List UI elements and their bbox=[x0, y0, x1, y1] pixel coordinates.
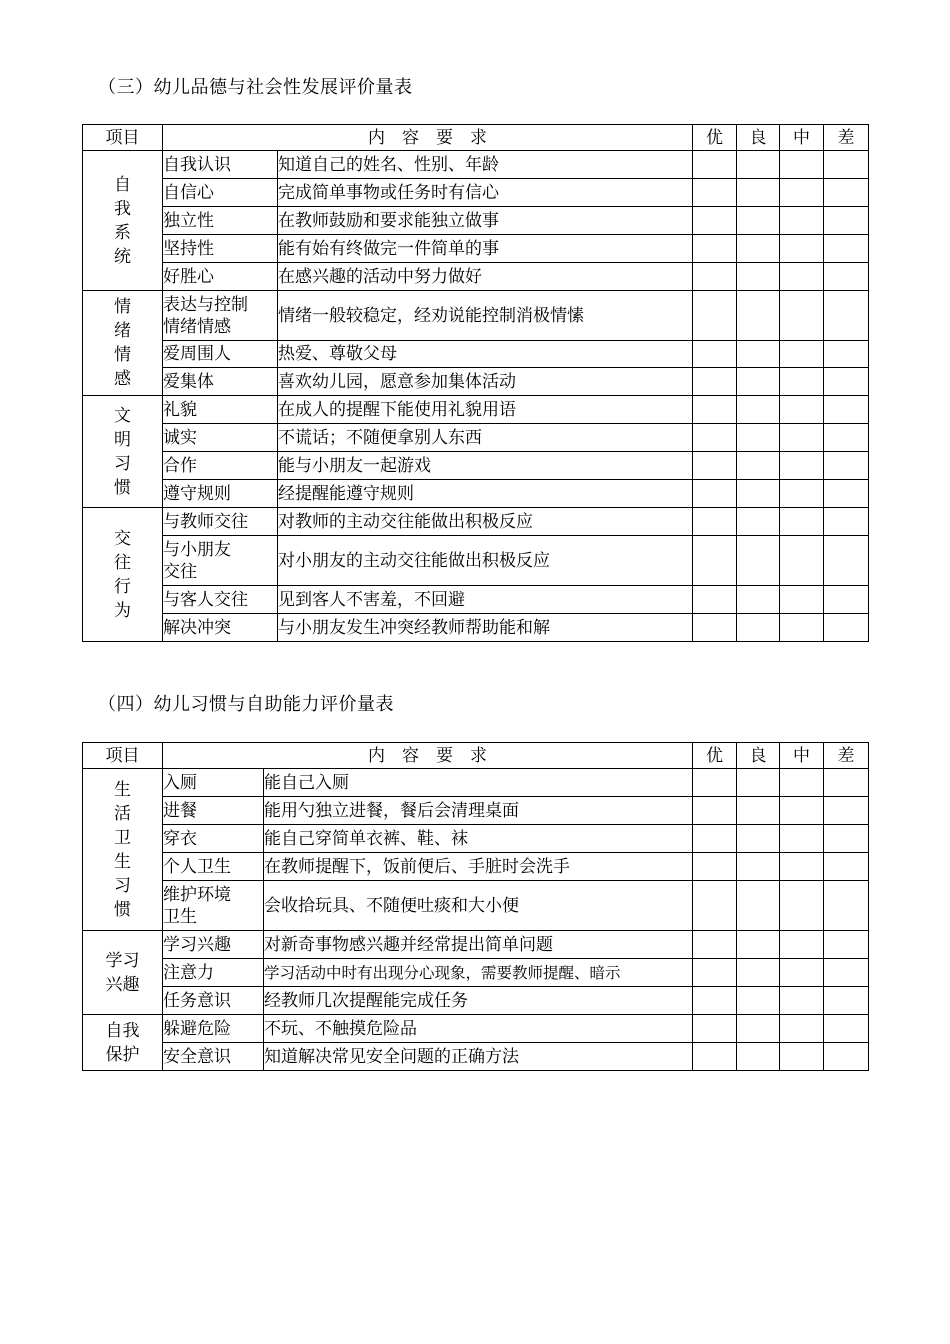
grade-cell-excellent[interactable] bbox=[693, 1043, 737, 1071]
grade-cell-poor[interactable] bbox=[824, 341, 869, 368]
grade-cell-poor[interactable] bbox=[824, 959, 869, 987]
header-grade-excellent: 优 bbox=[693, 125, 737, 151]
item-label: 礼貌 bbox=[163, 396, 278, 424]
table-row bbox=[83, 536, 869, 586]
habits-selfcare-evaluation-table bbox=[82, 742, 869, 1071]
grade-cell-average[interactable] bbox=[780, 151, 824, 179]
category-hygiene-habits: 生 活 卫 生 习 惯 bbox=[83, 769, 163, 931]
item-label: 与客人交往 bbox=[163, 586, 278, 614]
item-label: 爱周围人 bbox=[163, 341, 278, 368]
requirement-text: 在教师鼓励和要求能独立做事 bbox=[278, 207, 693, 235]
category-self-protection: 自我 保护 bbox=[83, 1015, 163, 1071]
grade-cell-average[interactable] bbox=[780, 825, 824, 853]
grade-cell-good[interactable] bbox=[737, 235, 780, 263]
grade-cell-average[interactable] bbox=[780, 614, 824, 642]
grade-cell-average[interactable] bbox=[780, 769, 824, 797]
header-grade-good: 良 bbox=[737, 743, 780, 769]
requirement-text: 在教师提醒下，饭前便后、手脏时会洗手 bbox=[264, 853, 693, 881]
grade-cell-excellent[interactable] bbox=[693, 263, 737, 291]
grade-cell-excellent[interactable] bbox=[693, 151, 737, 179]
grade-cell-good[interactable] bbox=[737, 881, 780, 931]
grade-cell-good[interactable] bbox=[737, 452, 780, 480]
table-row bbox=[83, 825, 869, 853]
grade-cell-excellent[interactable] bbox=[693, 853, 737, 881]
grade-cell-average[interactable] bbox=[780, 797, 824, 825]
item-label: 入厕 bbox=[163, 769, 264, 797]
grade-cell-excellent[interactable] bbox=[693, 291, 737, 341]
grade-cell-average[interactable] bbox=[780, 480, 824, 508]
category-emotion: 情 绪 情 感 bbox=[83, 291, 163, 396]
item-label: 维护环境 卫生 bbox=[163, 881, 264, 931]
category-self-system: 自 我 系 统 bbox=[83, 151, 163, 291]
table-row bbox=[83, 263, 869, 291]
requirement-text: 热爱、尊敬父母 bbox=[278, 341, 693, 368]
moral-social-evaluation-table bbox=[82, 124, 869, 642]
requirement-text: 能用勺独立进餐，餐后会清理桌面 bbox=[264, 797, 693, 825]
grade-cell-good[interactable] bbox=[737, 207, 780, 235]
table-row bbox=[83, 207, 869, 235]
item-label: 与小朋友 交往 bbox=[163, 536, 278, 586]
table-row bbox=[83, 480, 869, 508]
grade-cell-excellent[interactable] bbox=[693, 825, 737, 853]
grade-cell-good[interactable] bbox=[737, 263, 780, 291]
grade-cell-excellent[interactable] bbox=[693, 797, 737, 825]
grade-cell-poor[interactable] bbox=[824, 931, 869, 959]
requirement-text: 会收拾玩具、不随便吐痰和大小便 bbox=[264, 881, 693, 931]
requirement-text: 经提醒能遵守规则 bbox=[278, 480, 693, 508]
table-row bbox=[83, 1043, 869, 1071]
item-label: 穿衣 bbox=[163, 825, 264, 853]
grade-cell-excellent[interactable] bbox=[693, 931, 737, 959]
grade-cell-poor[interactable] bbox=[824, 987, 869, 1015]
item-label: 坚持性 bbox=[163, 235, 278, 263]
grade-cell-poor[interactable] bbox=[824, 207, 869, 235]
table-row bbox=[83, 341, 869, 368]
grade-cell-excellent[interactable] bbox=[693, 424, 737, 452]
item-label: 自我认识 bbox=[163, 151, 278, 179]
grade-cell-poor[interactable] bbox=[824, 614, 869, 642]
grade-cell-good[interactable] bbox=[737, 424, 780, 452]
grade-cell-good[interactable] bbox=[737, 1015, 780, 1043]
grade-cell-poor[interactable] bbox=[824, 151, 869, 179]
grade-cell-average[interactable] bbox=[780, 586, 824, 614]
grade-cell-excellent[interactable] bbox=[693, 987, 737, 1015]
grade-cell-poor[interactable] bbox=[824, 424, 869, 452]
grade-cell-good[interactable] bbox=[737, 825, 780, 853]
item-label: 学习兴趣 bbox=[163, 931, 264, 959]
grade-cell-good[interactable] bbox=[737, 151, 780, 179]
table-row bbox=[83, 931, 869, 959]
table-row bbox=[83, 368, 869, 396]
item-label: 解决冲突 bbox=[163, 614, 278, 642]
item-label: 安全意识 bbox=[163, 1043, 264, 1071]
requirement-text: 能自己入厕 bbox=[264, 769, 693, 797]
grade-cell-good[interactable] bbox=[737, 536, 780, 586]
item-label: 个人卫生 bbox=[163, 853, 264, 881]
requirement-text: 见到客人不害羞，不回避 bbox=[278, 586, 693, 614]
grade-cell-excellent[interactable] bbox=[693, 480, 737, 508]
header-requirement: 内 容 要 求 bbox=[163, 743, 693, 769]
table-row bbox=[83, 151, 869, 179]
item-label: 爱集体 bbox=[163, 368, 278, 396]
grade-cell-average[interactable] bbox=[780, 179, 824, 207]
table-row bbox=[83, 987, 869, 1015]
grade-cell-excellent[interactable] bbox=[693, 586, 737, 614]
header-requirement: 内 容 要 求 bbox=[163, 125, 693, 151]
header-category: 项目 bbox=[83, 743, 163, 769]
requirement-text: 完成简单事物或任务时有信心 bbox=[278, 179, 693, 207]
grade-cell-average[interactable] bbox=[780, 536, 824, 586]
grade-cell-excellent[interactable] bbox=[693, 508, 737, 536]
requirement-text: 能自己穿简单衣裤、鞋、袜 bbox=[264, 825, 693, 853]
table-row bbox=[83, 452, 869, 480]
grade-cell-poor[interactable] bbox=[824, 263, 869, 291]
grade-cell-excellent[interactable] bbox=[693, 536, 737, 586]
grade-cell-excellent[interactable] bbox=[693, 959, 737, 987]
grade-cell-average[interactable] bbox=[780, 341, 824, 368]
table-header-row bbox=[83, 743, 869, 769]
requirement-text: 不谎话；不随便拿别人东西 bbox=[278, 424, 693, 452]
grade-cell-poor[interactable] bbox=[824, 368, 869, 396]
grade-cell-excellent[interactable] bbox=[693, 614, 737, 642]
grade-cell-average[interactable] bbox=[780, 987, 824, 1015]
requirement-text: 知道解决常见安全问题的正确方法 bbox=[264, 1043, 693, 1071]
header-grade-average: 中 bbox=[780, 125, 824, 151]
item-label: 遵守规则 bbox=[163, 480, 278, 508]
grade-cell-excellent[interactable] bbox=[693, 1015, 737, 1043]
grade-cell-poor[interactable] bbox=[824, 769, 869, 797]
grade-cell-average[interactable] bbox=[780, 368, 824, 396]
grade-cell-excellent[interactable] bbox=[693, 396, 737, 424]
requirement-text: 能与小朋友一起游戏 bbox=[278, 452, 693, 480]
grade-cell-good[interactable] bbox=[737, 341, 780, 368]
requirement-text: 能有始有终做完一件简单的事 bbox=[278, 235, 693, 263]
requirement-text: 经教师几次提醒能完成任务 bbox=[264, 987, 693, 1015]
item-label: 合作 bbox=[163, 452, 278, 480]
header-grade-poor: 差 bbox=[824, 743, 869, 769]
grade-cell-average[interactable] bbox=[780, 424, 824, 452]
table-row bbox=[83, 396, 869, 424]
table-header-row bbox=[83, 125, 869, 151]
table-row bbox=[83, 291, 869, 341]
grade-cell-poor[interactable] bbox=[824, 536, 869, 586]
grade-cell-average[interactable] bbox=[780, 931, 824, 959]
grade-cell-poor[interactable] bbox=[824, 853, 869, 881]
requirement-text: 情绪一般较稳定，经劝说能控制消极情愫 bbox=[278, 291, 693, 341]
grade-cell-good[interactable] bbox=[737, 480, 780, 508]
grade-cell-average[interactable] bbox=[780, 263, 824, 291]
header-grade-average: 中 bbox=[780, 743, 824, 769]
grade-cell-good[interactable] bbox=[737, 769, 780, 797]
section-title-moral-social: （三）幼儿品德与社会性发展评价量表 bbox=[98, 77, 413, 98]
header-grade-good: 良 bbox=[737, 125, 780, 151]
item-label: 进餐 bbox=[163, 797, 264, 825]
table-row bbox=[83, 853, 869, 881]
grade-cell-excellent[interactable] bbox=[693, 207, 737, 235]
requirement-text: 对新奇事物感兴趣并经常提出简单问题 bbox=[264, 931, 693, 959]
table-row bbox=[83, 1015, 869, 1043]
table-row bbox=[83, 424, 869, 452]
grade-cell-good[interactable] bbox=[737, 959, 780, 987]
table-row bbox=[83, 586, 869, 614]
grade-cell-excellent[interactable] bbox=[693, 368, 737, 396]
requirement-text: 在感兴趣的活动中努力做好 bbox=[278, 263, 693, 291]
grade-cell-excellent[interactable] bbox=[693, 769, 737, 797]
item-label: 躲避危险 bbox=[163, 1015, 264, 1043]
item-label: 注意力 bbox=[163, 959, 264, 987]
table-row bbox=[83, 797, 869, 825]
item-label: 与教师交往 bbox=[163, 508, 278, 536]
grade-cell-good[interactable] bbox=[737, 508, 780, 536]
grade-cell-good[interactable] bbox=[737, 1043, 780, 1071]
grade-cell-good[interactable] bbox=[737, 291, 780, 341]
grade-cell-average[interactable] bbox=[780, 235, 824, 263]
item-label: 诚实 bbox=[163, 424, 278, 452]
grade-cell-average[interactable] bbox=[780, 291, 824, 341]
grade-cell-poor[interactable] bbox=[824, 179, 869, 207]
table-row bbox=[83, 959, 869, 987]
item-label: 好胜心 bbox=[163, 263, 278, 291]
requirement-text: 与小朋友发生冲突经教师帮助能和解 bbox=[278, 614, 693, 642]
grade-cell-poor[interactable] bbox=[824, 452, 869, 480]
grade-cell-good[interactable] bbox=[737, 179, 780, 207]
requirement-text: 不玩、不触摸危险品 bbox=[264, 1015, 693, 1043]
grade-cell-average[interactable] bbox=[780, 1015, 824, 1043]
grade-cell-poor[interactable] bbox=[824, 291, 869, 341]
table-row bbox=[83, 179, 869, 207]
grade-cell-poor[interactable] bbox=[824, 1015, 869, 1043]
grade-cell-average[interactable] bbox=[780, 881, 824, 931]
grade-cell-poor[interactable] bbox=[824, 881, 869, 931]
requirement-text: 学习活动中时有出现分心现象，需要教师提醒、暗示 bbox=[264, 959, 693, 987]
item-label: 表达与控制 情绪情感 bbox=[163, 291, 278, 341]
grade-cell-excellent[interactable] bbox=[693, 881, 737, 931]
table-row bbox=[83, 614, 869, 642]
table-row bbox=[83, 881, 869, 931]
grade-cell-average[interactable] bbox=[780, 959, 824, 987]
table-row bbox=[83, 235, 869, 263]
grade-cell-good[interactable] bbox=[737, 396, 780, 424]
grade-cell-excellent[interactable] bbox=[693, 452, 737, 480]
grade-cell-poor[interactable] bbox=[824, 480, 869, 508]
grade-cell-poor[interactable] bbox=[824, 586, 869, 614]
grade-cell-good[interactable] bbox=[737, 853, 780, 881]
table-row bbox=[83, 769, 869, 797]
grade-cell-excellent[interactable] bbox=[693, 179, 737, 207]
grade-cell-poor[interactable] bbox=[824, 235, 869, 263]
grade-cell-good[interactable] bbox=[737, 614, 780, 642]
item-label: 任务意识 bbox=[163, 987, 264, 1015]
grade-cell-poor[interactable] bbox=[824, 825, 869, 853]
grade-cell-good[interactable] bbox=[737, 368, 780, 396]
section-title-habits-selfcare: （四）幼儿习惯与自助能力评价量表 bbox=[98, 694, 394, 715]
grade-cell-poor[interactable] bbox=[824, 1043, 869, 1071]
grade-cell-good[interactable] bbox=[737, 797, 780, 825]
requirement-text: 知道自己的姓名、性别、年龄 bbox=[278, 151, 693, 179]
category-civilized-habits: 文 明 习 惯 bbox=[83, 396, 163, 508]
grade-cell-poor[interactable] bbox=[824, 508, 869, 536]
grade-cell-poor[interactable] bbox=[824, 396, 869, 424]
category-learning-interest: 学习 兴趣 bbox=[83, 931, 163, 1015]
grade-cell-average[interactable] bbox=[780, 853, 824, 881]
requirement-text: 对小朋友的主动交往能做出积极反应 bbox=[278, 536, 693, 586]
header-category: 项目 bbox=[83, 125, 163, 151]
header-grade-poor: 差 bbox=[824, 125, 869, 151]
requirement-text: 在成人的提醒下能使用礼貌用语 bbox=[278, 396, 693, 424]
grade-cell-excellent[interactable] bbox=[693, 235, 737, 263]
grade-cell-average[interactable] bbox=[780, 508, 824, 536]
grade-cell-excellent[interactable] bbox=[693, 341, 737, 368]
grade-cell-average[interactable] bbox=[780, 207, 824, 235]
item-label: 自信心 bbox=[163, 179, 278, 207]
grade-cell-good[interactable] bbox=[737, 987, 780, 1015]
header-grade-excellent: 优 bbox=[693, 743, 737, 769]
category-social-behavior: 交 往 行 为 bbox=[83, 508, 163, 642]
grade-cell-poor[interactable] bbox=[824, 797, 869, 825]
grade-cell-average[interactable] bbox=[780, 452, 824, 480]
item-label: 独立性 bbox=[163, 207, 278, 235]
grade-cell-good[interactable] bbox=[737, 586, 780, 614]
grade-cell-average[interactable] bbox=[780, 396, 824, 424]
grade-cell-good[interactable] bbox=[737, 931, 780, 959]
requirement-text: 喜欢幼儿园，愿意参加集体活动 bbox=[278, 368, 693, 396]
grade-cell-average[interactable] bbox=[780, 1043, 824, 1071]
table-row bbox=[83, 508, 869, 536]
requirement-text: 对教师的主动交往能做出积极反应 bbox=[278, 508, 693, 536]
